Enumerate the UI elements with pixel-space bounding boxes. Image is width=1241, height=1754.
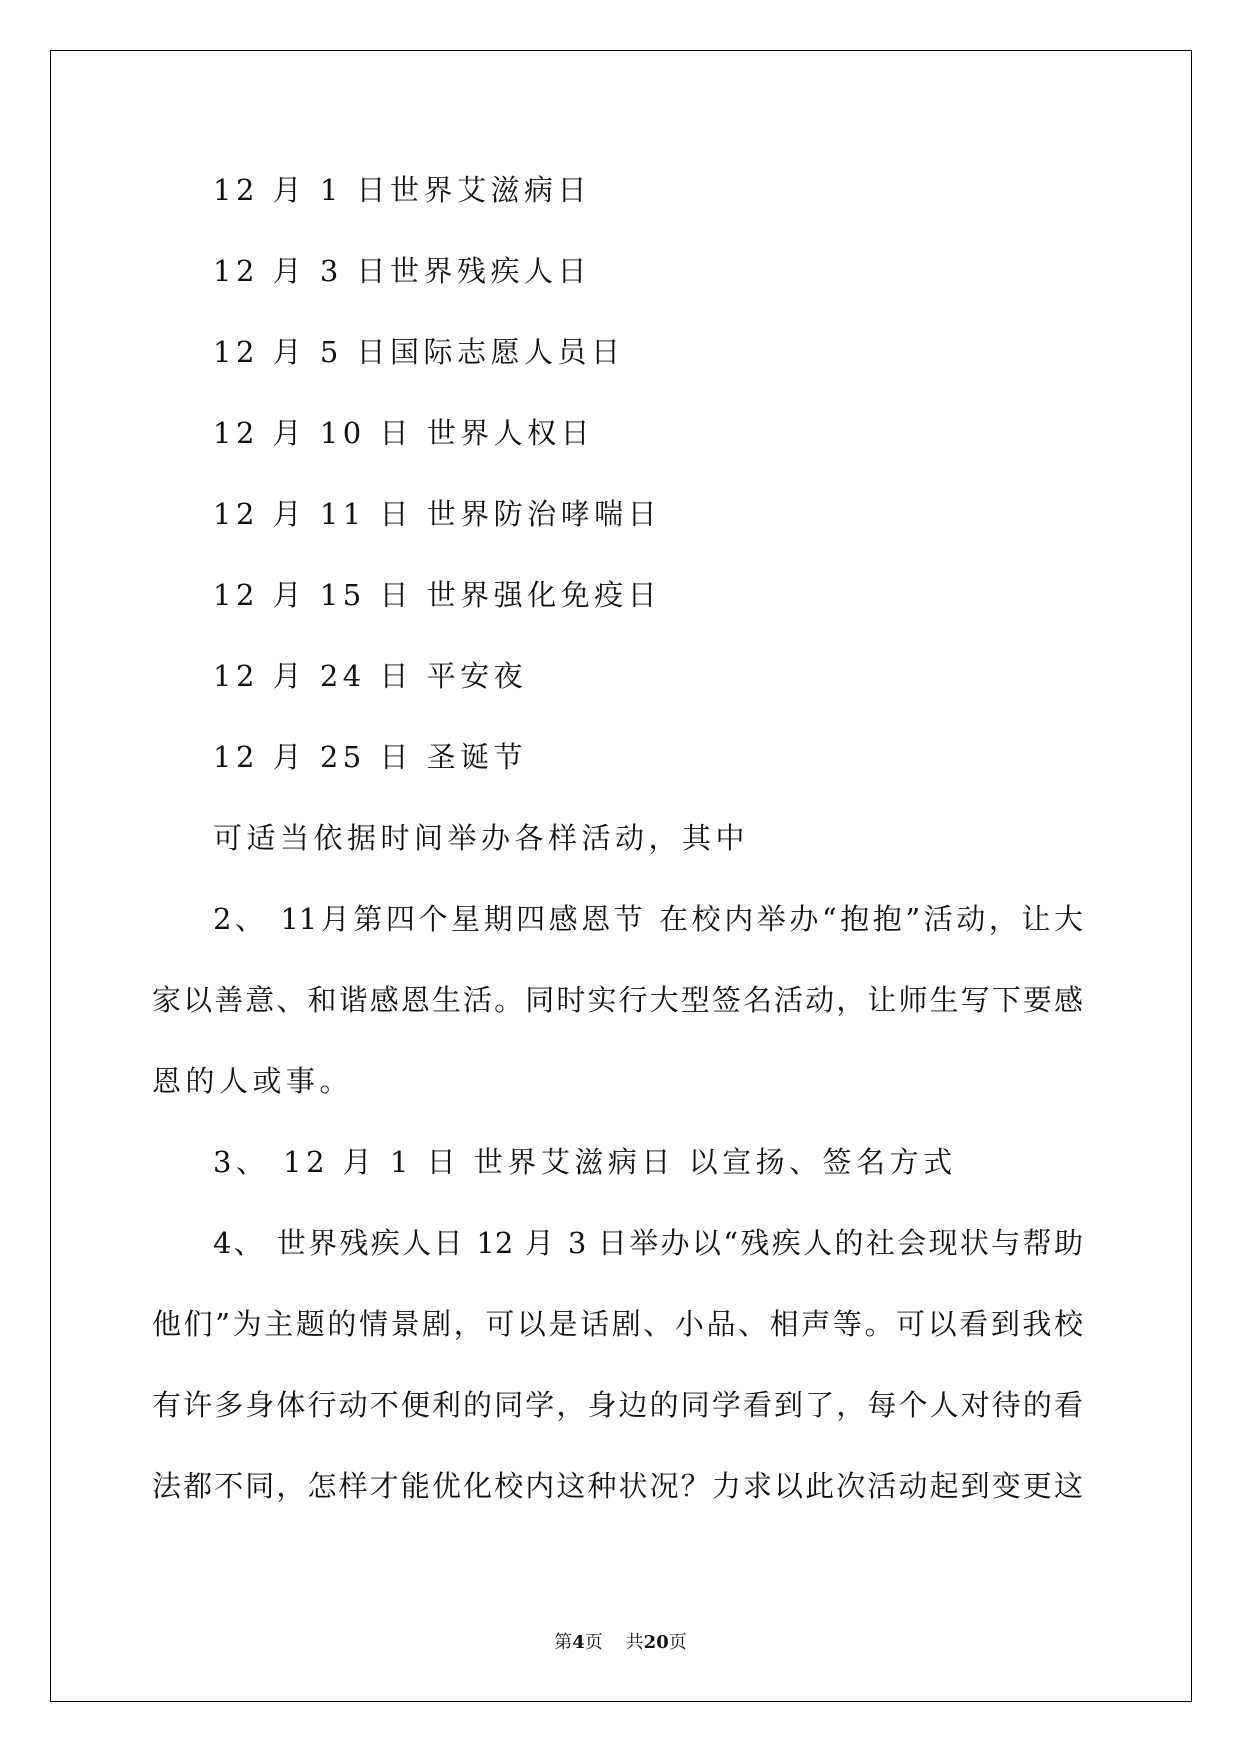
- text-line: 12 月 3 日世界残疾人日: [213, 254, 592, 288]
- text-line: 恩的人或事。: [152, 1064, 354, 1098]
- text-line: 12 月 5 日国际志愿人员日: [213, 335, 625, 369]
- footer-middle: 页 共: [584, 1632, 644, 1653]
- footer-suffix: 页: [668, 1632, 687, 1653]
- text-line: 12 月 24 日 平安夜: [213, 659, 528, 693]
- text-line: 12 月 1 日世界艾滋病日: [213, 173, 592, 207]
- text-line: 12 月 11 日 世界防治哮喘日: [213, 497, 662, 531]
- footer-prefix: 第: [554, 1632, 573, 1653]
- text-line: 12 月 15 日 世界强化免疫日: [213, 578, 662, 612]
- text-line: 2、 11月第四个星期四感恩节 在校内举办“抱抱”活动，让大: [213, 902, 1083, 936]
- text-line: 有许多身体行动不便利的同学，身边的同学看到了，每个人对待的看: [152, 1388, 1083, 1422]
- page-border: [50, 50, 1192, 1702]
- total-page-number: 20: [643, 1632, 669, 1653]
- text-line: 3、 12 月 1 日 世界艾滋病日 以宣扬、签名方式: [213, 1145, 957, 1179]
- text-line: 12 月 10 日 世界人权日: [213, 416, 595, 450]
- text-line: 12 月 25 日 圣诞节: [213, 740, 528, 774]
- page-footer: [0, 1634, 1241, 1652]
- current-page-number: 4: [572, 1632, 585, 1653]
- text-line: 可适当依据时间举办各样活动，其中: [213, 821, 750, 855]
- text-line: 家以善意、和谐感恩生活。同时实行大型签名活动，让师生写下要感: [152, 983, 1083, 1017]
- text-line: 他们”为主题的情景剧，可以是话剧、小品、相声等。可以看到我校: [152, 1307, 1083, 1341]
- text-line: 4、 世界残疾人日 12 月 3 日举办以“残疾人的社会现状与帮助: [213, 1226, 1083, 1260]
- text-line: 法都不同，怎样才能优化校内这种状况？力求以此次活动起到变更这: [152, 1469, 1083, 1503]
